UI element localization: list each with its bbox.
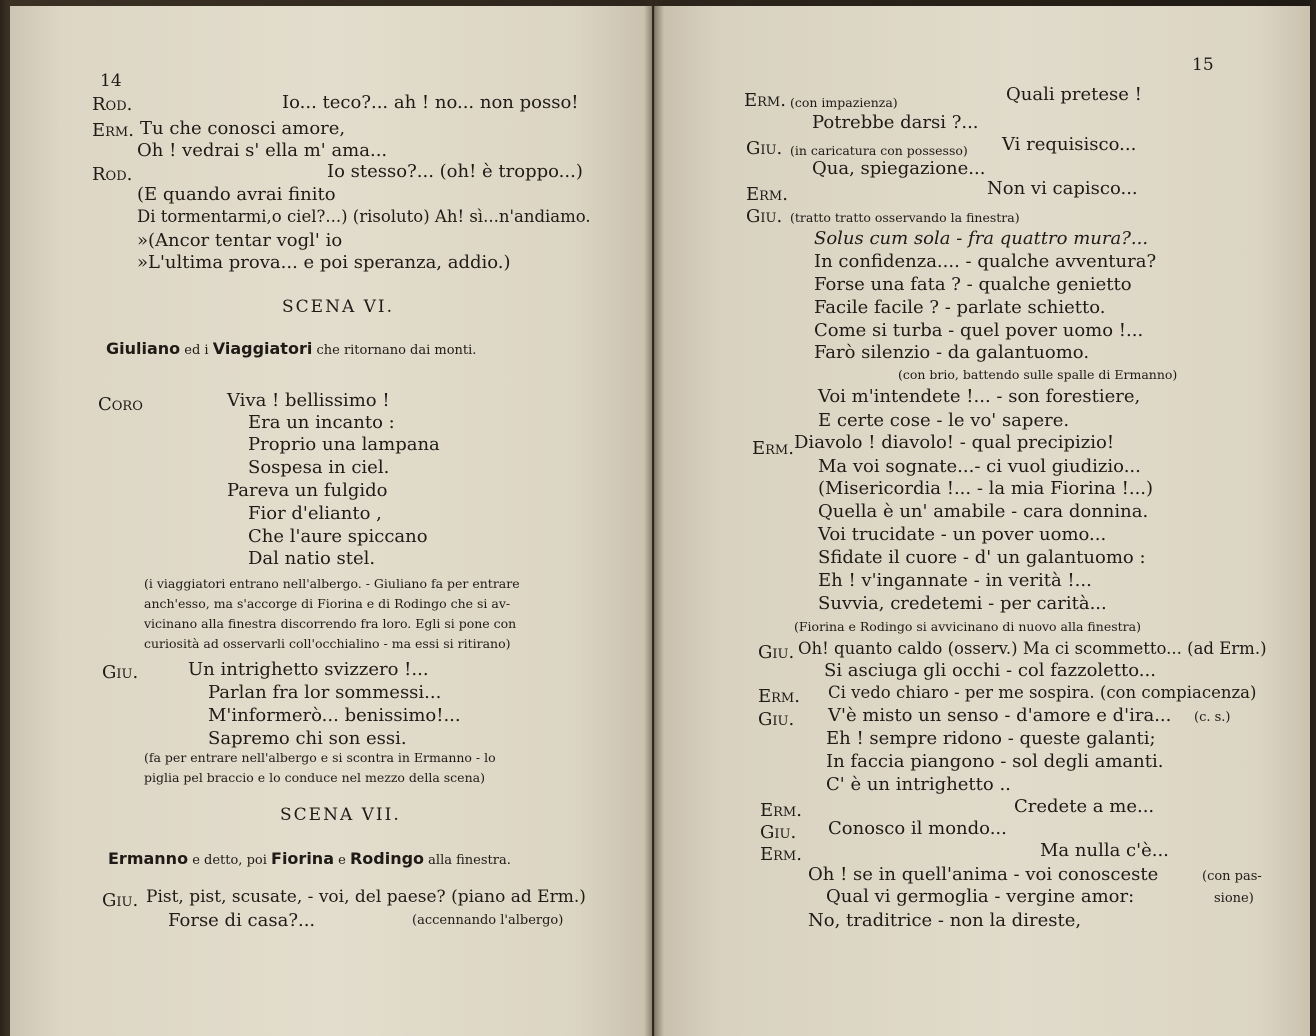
speaker: Giu. <box>102 890 139 911</box>
verse-line: Suvvia, credetemi - per carità... <box>818 593 1107 614</box>
verse-line: Credete a me... <box>1014 796 1155 817</box>
verse-line: Viva ! bellissimo ! <box>227 390 390 411</box>
stage-direction: (tratto tratto osservando la finestra) <box>790 210 1020 225</box>
verse-line: Eh ! sempre ridono - queste galanti; <box>826 728 1156 749</box>
verse-line: Io stesso?... (oh! è troppo...) <box>327 161 583 182</box>
verse-line: Era un incanto : <box>248 412 395 433</box>
verse-line: Io... teco?... ah ! no... non posso! <box>282 92 579 113</box>
verse-line: Quella è un' amabile - cara donnina. <box>818 501 1149 522</box>
verse-line: (Misericordia !... - la mia Fiorina !...) <box>818 478 1154 499</box>
stage-direction: piglia pel braccio e lo conduce nel mezzo della scena) <box>144 770 485 785</box>
stage-direction: (in caricatura con possesso) <box>790 143 968 158</box>
verse-line: Ma voi sognate...- ci vuol giudizio... <box>818 456 1141 477</box>
left-page <box>10 6 652 1036</box>
stage-direction: (con brio, battendo sulle spalle di Ermanno) <box>898 367 1178 382</box>
verse-line: C' è un intrighetto .. <box>826 774 1011 795</box>
verse-line: Sospesa in ciel. <box>248 457 390 478</box>
verse-line: In confidenza.... - qualche avventura? <box>814 251 1157 272</box>
verse-line: Potrebbe darsi ?... <box>812 112 979 133</box>
stage-direction: (con pas- <box>1202 869 1262 884</box>
scene-heading: SCENA VII. <box>280 805 401 825</box>
verse-line: Farò silenzio - da galantuomo. <box>814 342 1090 363</box>
verse-line: Di tormentarmi,o ciel?...) (risoluto) Ah! sì...n'andiamo. <box>137 207 591 226</box>
speaker: Rod. <box>92 94 133 115</box>
stage-direction: (accennando l'albergo) <box>412 913 564 928</box>
verse-line: Come si turba - quel pover uomo !... <box>814 320 1144 341</box>
verse-line: Conosco il mondo... <box>828 818 1007 839</box>
speaker: Erm. <box>744 90 786 111</box>
verse-line: Pist, pist, scusate, - voi, del paese? (piano ad Erm.) <box>146 887 586 907</box>
speaker: Erm. <box>760 844 802 865</box>
verse-line: Sfidate il cuore - d' un galantuomo : <box>818 547 1146 568</box>
verse-line: Oh ! vedrai s' ella m' ama... <box>137 140 388 161</box>
character-list: Ermanno e detto, poi Fiorina e Rodingo alla finestra. <box>108 849 511 868</box>
verse-line: Oh! quanto caldo (osserv.) Ma ci scommetto... (ad Erm.) <box>798 639 1267 658</box>
speaker: Rod. <box>92 164 133 185</box>
stage-direction: sione) <box>1214 891 1254 906</box>
speaker: Erm. <box>760 800 802 821</box>
verse-line: Eh ! v'ingannate - in verità !... <box>818 570 1092 591</box>
stage-direction: vicinano alla finestra discorrendo fra loro. Egli si pone con <box>144 616 517 631</box>
speaker: Giu. <box>746 206 783 227</box>
verse-line: »(Ancor tentar vogl' io <box>137 230 343 251</box>
verse-line: Parlan fra lor sommessi... <box>208 682 442 703</box>
page-number: 15 <box>1192 55 1214 75</box>
verse-line: Qua, spiegazione... <box>812 158 986 179</box>
verse-line: Vi requisisco... <box>1002 134 1137 155</box>
speaker: Coro <box>98 394 143 415</box>
verse-line: Che l'aure spiccano <box>248 526 428 547</box>
speaker: Erm. <box>752 438 794 459</box>
verse-line: Ci vedo chiaro - per me sospira. (con compiacenza) <box>828 683 1257 702</box>
verse-line: (E quando avrai finito <box>137 184 336 205</box>
verse-line: Sapremo chi son essi. <box>208 728 407 749</box>
character-list: Giuliano ed i Viaggiatori che ritornano dai monti. <box>106 339 477 358</box>
page-number: 14 <box>100 71 122 91</box>
verse-line: »L'ultima prova... e poi speranza, addio.) <box>137 252 511 273</box>
right-page <box>654 6 1310 1036</box>
verse-line: Qual vi germoglia - vergine amor: <box>826 886 1135 907</box>
verse-line: Dal natio stel. <box>248 548 376 569</box>
verse-line: Ma nulla c'è... <box>1040 840 1169 861</box>
verse-line: V'è misto un senso - d'amore e d'ira... <box>828 705 1172 726</box>
verse-line: Facile facile ? - parlate schietto. <box>814 297 1106 318</box>
verse-line: E certe cose - le vo' sapere. <box>818 410 1070 431</box>
stage-direction: (i viaggiatori entrano nell'albergo. - Giuliano fa per entrare <box>144 576 520 591</box>
verse-line: Quali pretese ! <box>1006 84 1142 105</box>
stage-direction: (c. s.) <box>1194 710 1231 725</box>
verse-line: Si asciuga gli occhi - col fazzoletto... <box>824 660 1156 681</box>
stage-direction: (Fiorina e Rodingo si avvicinano di nuovo alla finestra) <box>794 619 1141 634</box>
verse-line: Oh ! se in quell'anima - voi conosceste <box>808 864 1159 885</box>
verse-line: Proprio una lampana <box>248 434 440 455</box>
stage-direction: (fa per entrare nell'albergo e si scontra in Ermanno - lo <box>144 750 496 765</box>
speaker: Erm. <box>746 184 788 205</box>
verse-line: Tu che conosci amore, <box>140 118 346 139</box>
verse-line: Diavolo ! diavolo! - qual precipizio! <box>794 432 1115 453</box>
book-gutter <box>644 0 664 1036</box>
verse-line: Solus cum sola - fra quattro mura?... <box>814 228 1149 249</box>
verse-line: Voi m'intendete !... - son forestiere, <box>818 386 1141 407</box>
speaker: Erm. <box>92 120 134 141</box>
stage-direction: (con impazienza) <box>790 95 898 110</box>
speaker: Erm. <box>758 686 800 707</box>
stage-direction: anch'esso, ma s'accorge di Fiorina e di Rodingo che si av- <box>144 596 511 611</box>
scene-heading: SCENA VI. <box>282 297 395 317</box>
speaker: Giu. <box>758 709 795 730</box>
speaker: Giu. <box>746 138 783 159</box>
verse-line: Un intrighetto svizzero !... <box>188 659 429 680</box>
speaker: Giu. <box>102 662 139 683</box>
speaker: Giu. <box>758 642 795 663</box>
speaker: Giu. <box>760 822 797 843</box>
verse-line: No, traditrice - non la direste, <box>808 910 1082 931</box>
stage-direction: curiosità ad osservarli coll'occhialino - ma essi si ritirano) <box>144 636 511 651</box>
verse-line: Voi trucidate - un pover uomo... <box>818 524 1107 545</box>
verse-line: Non vi capisco... <box>987 178 1138 199</box>
verse-line: M'informerò... benissimo!... <box>208 705 461 726</box>
verse-line: Pareva un fulgido <box>227 480 388 501</box>
verse-line: In faccia piangono - sol degli amanti. <box>826 751 1164 772</box>
verse-line: Fior d'elianto , <box>248 503 382 524</box>
verse-line: Forse di casa?... <box>168 910 316 931</box>
verse-line: Forse una fata ? - qualche genietto <box>814 274 1132 295</box>
